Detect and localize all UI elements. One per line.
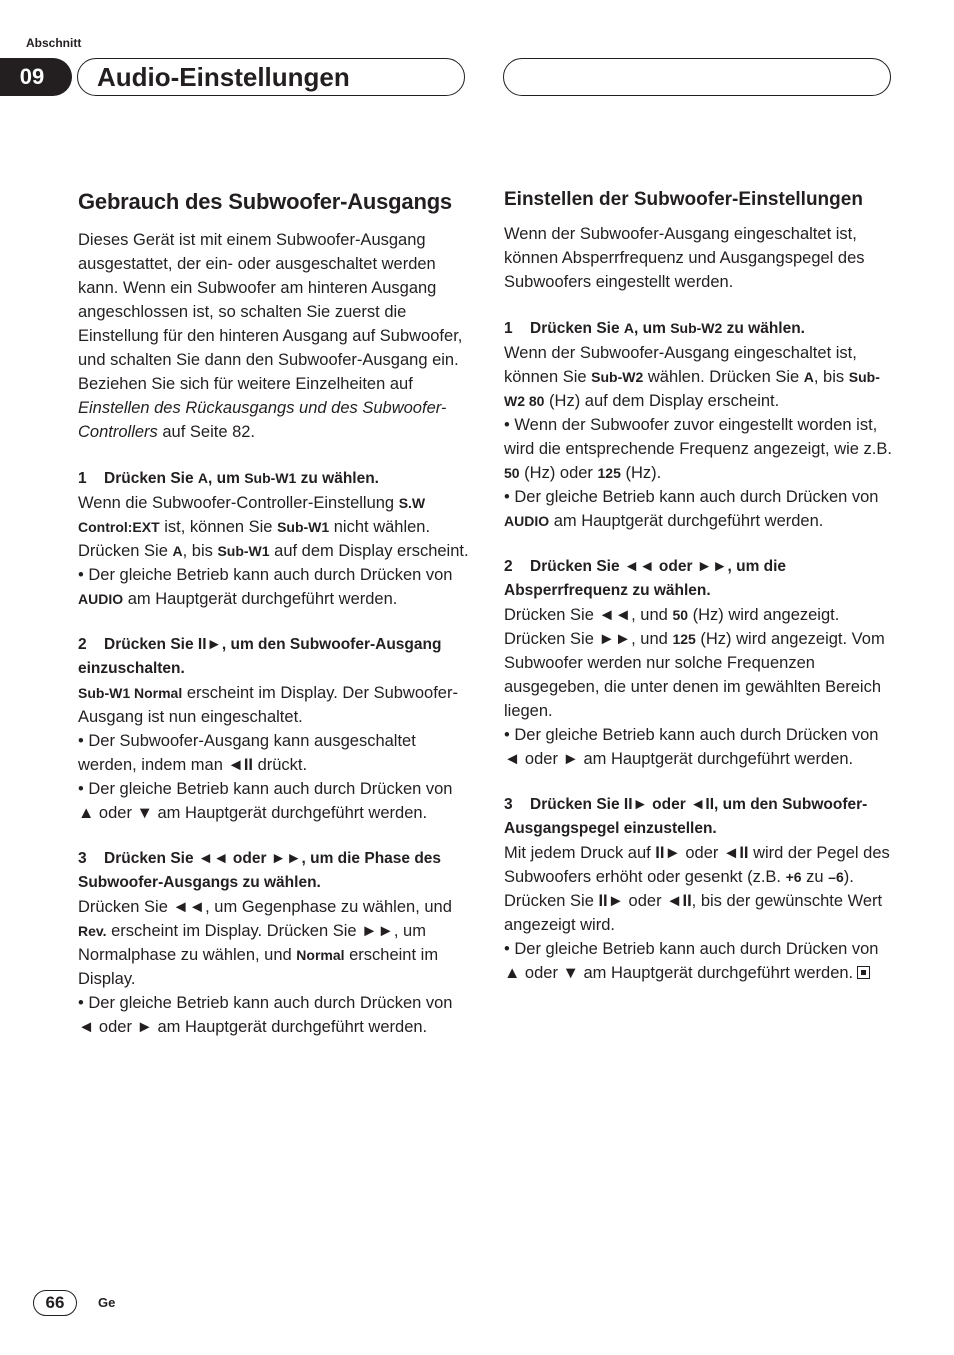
right-step1-title: 1 Drücken Sie A, um Sub-W2 zu wählen. <box>504 320 805 337</box>
left-intro: Dieses Gerät ist mit einem Subwoofer-Ausgang ausgestattet, der ein- oder ausgeschaltet werden kann. Wenn ein Subwoofer am hinteren Ausgang angeschlossen ist, so schalten Sie zuerst die Einstellung für den hinteren Ausgang auf Subwoofer, und schalten Sie dann den Subwoofer-Ausgang ein. Beziehen Sie sich für weitere Einzelheiten auf Einstellen des Rückausgangs und des Subwoofer-Controllers auf Seite 82. <box>78 231 463 441</box>
left-step2-text: Sub-W1 Normal erscheint im Display. Der Subwoofer-Ausgang ist nun eingeschaltet. <box>78 684 458 726</box>
right-step2-bullet: • Der gleiche Betrieb kann auch durch Drücken von ◄ oder ► am Hauptgerät durchgeführt werden. <box>504 726 879 768</box>
left-step2-title: 2 Drücken Sie II►, um den Subwoofer-Ausgang einzuschalten. <box>78 636 442 677</box>
right-step3-text1: Mit jedem Druck auf II► oder ◄II wird der Pegel des Subwoofers erhöht oder gesenkt (z.B. +6 zu –6). <box>504 844 890 886</box>
left-step3-bullet: • Der gleiche Betrieb kann auch durch Drücken von ◄ oder ► am Hauptgerät durchgeführt werden. <box>78 994 453 1036</box>
right-step1-bullet2: • Der gleiche Betrieb kann auch durch Drücken von AUDIO am Hauptgerät durchgeführt werden. <box>504 488 879 530</box>
right-step3-text2: Drücken Sie II► oder ◄II, bis der gewünschte Wert angezeigt wird. <box>504 892 883 934</box>
end-mark-icon <box>857 966 870 979</box>
left-step3-text: Drücken Sie ◄◄, um Gegenphase zu wählen, und Rev. erscheint im Display. Drücken Sie ►►, um Normalphase zu wählen, und Normal erscheint im Display. <box>78 898 452 988</box>
right-column <box>504 188 896 985</box>
left-step2-bullet2: • Der gleiche Betrieb kann auch durch Drücken von ▲ oder ▼ am Hauptgerät durchgeführt werden. <box>78 780 453 822</box>
section-title: Audio-Einstellungen <box>97 62 350 92</box>
left-column <box>78 188 470 1039</box>
section-label: Abschnitt <box>26 36 82 50</box>
left-heading: Gebrauch des Subwoofer-Ausgangs <box>78 189 452 214</box>
right-step2-text: Drücken Sie ◄◄, und 50 (Hz) wird angezeigt. Drücken Sie ►►, und 125 (Hz) wird angezeigt. Vom Subwoofer werden nur solche Frequenzen ausgegeben, die unter denen im gewählten Bereich liegen. <box>504 606 885 720</box>
left-step2-bullet1: • Der Subwoofer-Ausgang kann ausgeschaltet werden, indem man ◄II drückt. <box>78 732 416 774</box>
left-step1-title: 1 Drücken Sie A, um Sub-W1 zu wählen. <box>78 470 379 487</box>
right-step3-bullet: • Der gleiche Betrieb kann auch durch Drücken von ▲ oder ▼ am Hauptgerät durchgeführt werden. <box>504 940 879 982</box>
right-step1-bullet1: • Wenn der Subwoofer zuvor eingestellt worden ist, wird die entsprechende Frequenz angezeigt, wie z.B. 50 (Hz) oder 125 (Hz). <box>504 416 892 482</box>
page-number: 66 <box>33 1290 77 1316</box>
section-number: 09 <box>0 58 72 96</box>
right-intro: Wenn der Subwoofer-Ausgang eingeschaltet ist, können Absperrfrequenz und Ausgangspegel des Subwoofers eingestellt werden. <box>504 225 865 291</box>
language-code: Ge <box>98 1295 116 1310</box>
right-heading: Einstellen der Subwoofer-Einstellungen <box>504 189 863 210</box>
left-step1-bullet: • Der gleiche Betrieb kann auch durch Drücken von AUDIO am Hauptgerät durchgeführt werden. <box>78 566 453 608</box>
left-step3-title: 3 Drücken Sie ◄◄ oder ►►, um die Phase des Subwoofer-Ausgangs zu wählen. <box>78 850 442 891</box>
section-right-frame <box>503 58 891 96</box>
right-step3-title: 3 Drücken Sie II► oder ◄II, um den Subwoofer-Ausgangspegel einzustellen. <box>504 796 868 837</box>
right-step2-title: 2 Drücken Sie ◄◄ oder ►►, um die Absperrfrequenz zu wählen. <box>504 558 787 599</box>
right-step1-text: Wenn der Subwoofer-Ausgang eingeschaltet ist, können Sie Sub-W2 wählen. Drücken Sie A, bis Sub-W2 80 (Hz) auf dem Display erscheint. <box>504 344 880 410</box>
left-step1-text: Wenn die Subwoofer-Controller-Einstellung S.W Control:EXT ist, können Sie Sub-W1 nicht wählen. Drücken Sie A, bis Sub-W1 auf dem Display erscheint. <box>78 494 469 560</box>
